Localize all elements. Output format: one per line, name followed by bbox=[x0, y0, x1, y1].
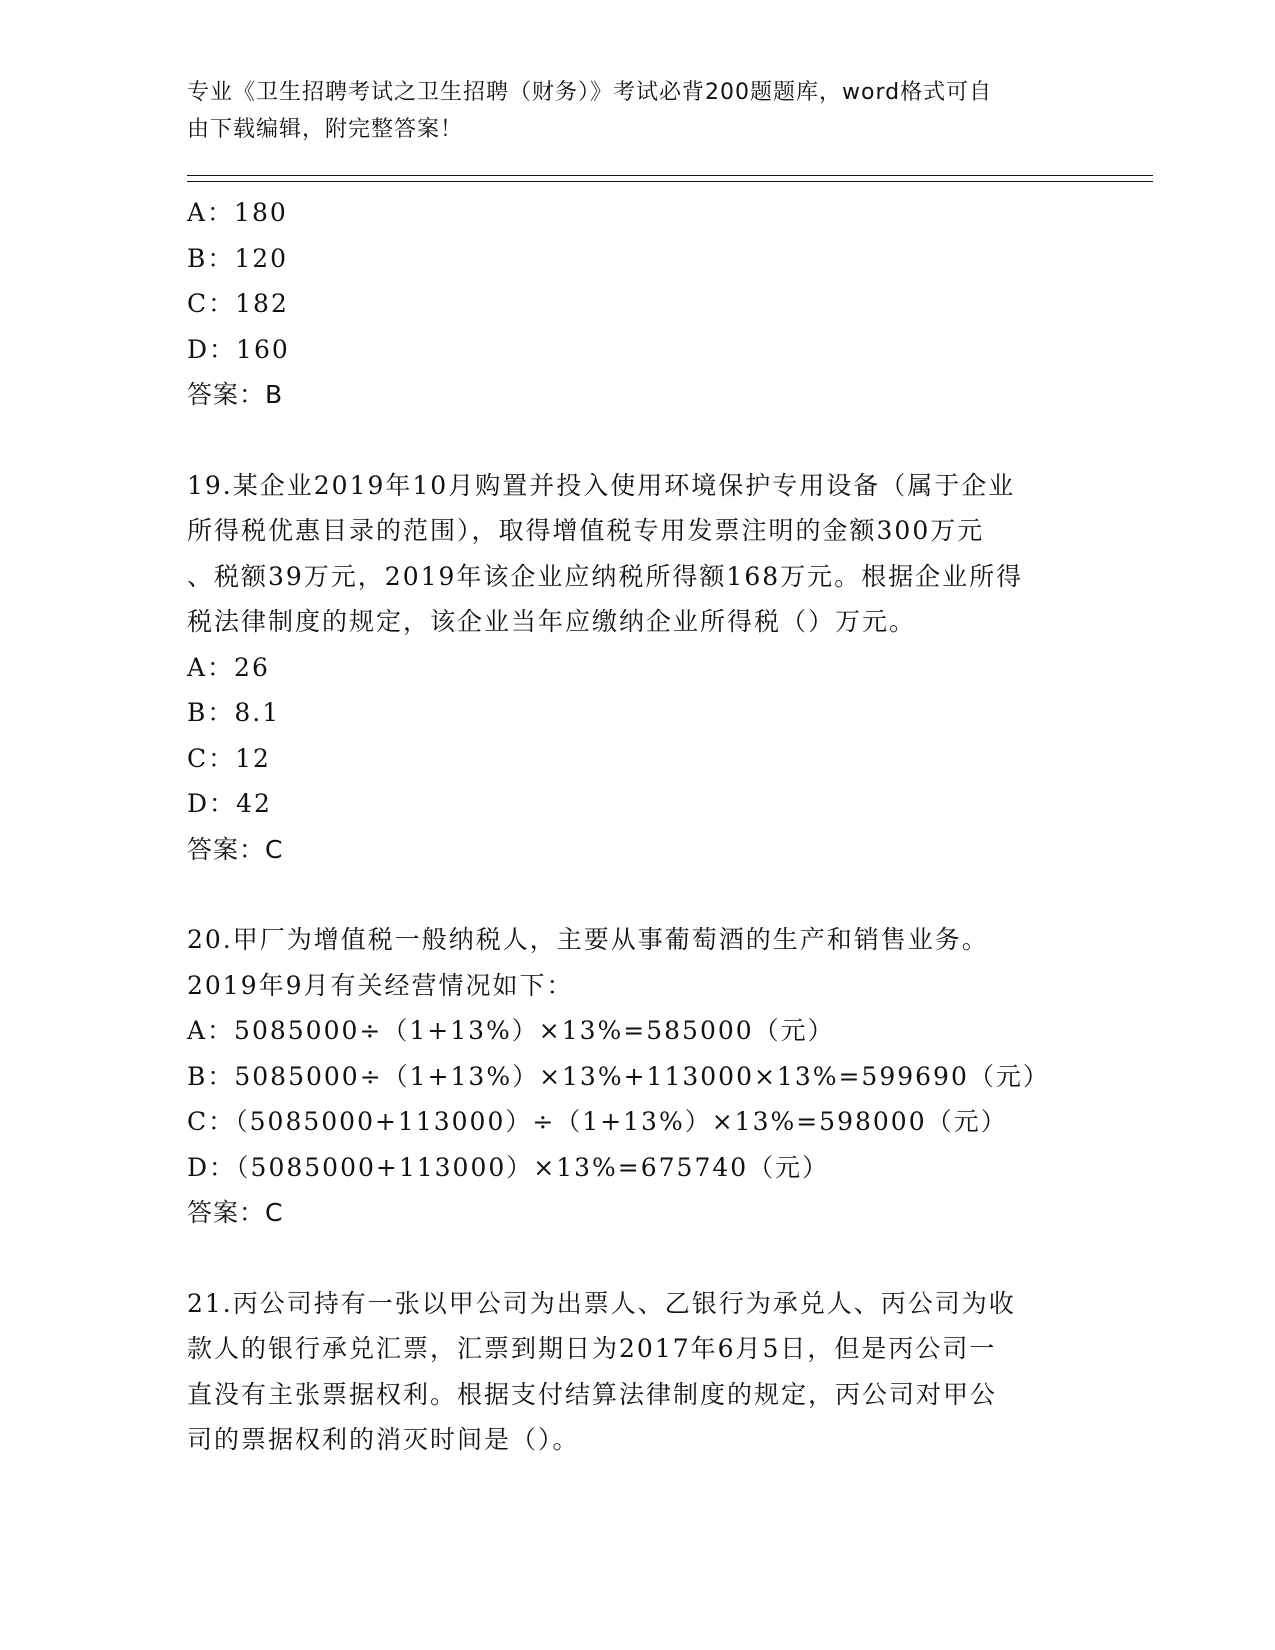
question-stem-line: 、税额39万元，2019年该企业应纳税所得额168万元。根据企业所得 bbox=[187, 561, 1024, 591]
answer-line: 答案：B bbox=[187, 380, 284, 409]
option-a: A：26 bbox=[187, 652, 270, 682]
option-d: D：42 bbox=[187, 789, 272, 818]
question-stem-line: 19.某企业2019年10月购置并投入使用环境保护专用设备（属于企业 bbox=[187, 470, 1016, 500]
question-20 bbox=[187, 917, 1087, 1236]
header-divider-top bbox=[187, 175, 1153, 176]
question-stem-line: 所得税优惠目录的范围），取得增值税专用发票注明的金额300万元 bbox=[187, 516, 985, 545]
question-21 bbox=[187, 1281, 1087, 1463]
question-stem-line: 20.甲厂为增值税一般纳税人，主要从事葡萄酒的生产和销售业务。 bbox=[187, 925, 989, 954]
question-19 bbox=[187, 463, 1087, 873]
option-b: B：8.1 bbox=[187, 698, 281, 727]
option-b: B：5085000÷（1+13%）×13%+113000×13%=599690（元） bbox=[187, 1061, 1050, 1091]
page-header bbox=[187, 74, 1067, 148]
question-stem-line: 2019年9月有关经营情况如下： bbox=[187, 970, 574, 1000]
option-c: C：（5085000+113000）÷（1+13%）×13%=598000（元） bbox=[187, 1107, 1008, 1136]
question-18 bbox=[187, 190, 1087, 418]
question-list bbox=[187, 190, 1087, 1463]
answer-line: 答案：C bbox=[187, 1198, 284, 1227]
question-stem-line: 税法律制度的规定，该企业当年应缴纳企业所得税（）万元。 bbox=[187, 607, 917, 636]
option-b: B：120 bbox=[187, 243, 289, 273]
question-stem-line: 21.丙公司持有一张以甲公司为出票人、乙银行为承兑人、丙公司为收 bbox=[187, 1288, 1016, 1318]
header-line-1: 专业《卫生招聘考试之卫生招聘（财务）》考试必背200题题库，word格式可自 bbox=[187, 80, 993, 105]
option-d: D：（5085000+113000）×13%=675740（元） bbox=[187, 1152, 830, 1182]
answer-line: 答案：C bbox=[187, 834, 284, 864]
option-a: A：180 bbox=[187, 198, 288, 227]
option-c: C：182 bbox=[187, 289, 289, 318]
header-divider-bottom bbox=[187, 181, 1153, 182]
header-line-2: 由下载编辑，附完整答案！ bbox=[187, 117, 464, 142]
option-a: A：5085000÷（1+13%）×13%=585000（元） bbox=[187, 1016, 835, 1045]
question-stem-line: 直没有主张票据权利。根据支付结算法律制度的规定，丙公司对甲公 bbox=[187, 1379, 998, 1409]
option-d: D：160 bbox=[187, 334, 290, 364]
question-stem-line: 款人的银行承兑汇票，汇票到期日为2017年6月5日，但是丙公司一 bbox=[187, 1334, 997, 1363]
option-c: C：12 bbox=[187, 743, 271, 773]
question-stem-line: 司的票据权利的消灭时间是（）。 bbox=[187, 1425, 580, 1454]
